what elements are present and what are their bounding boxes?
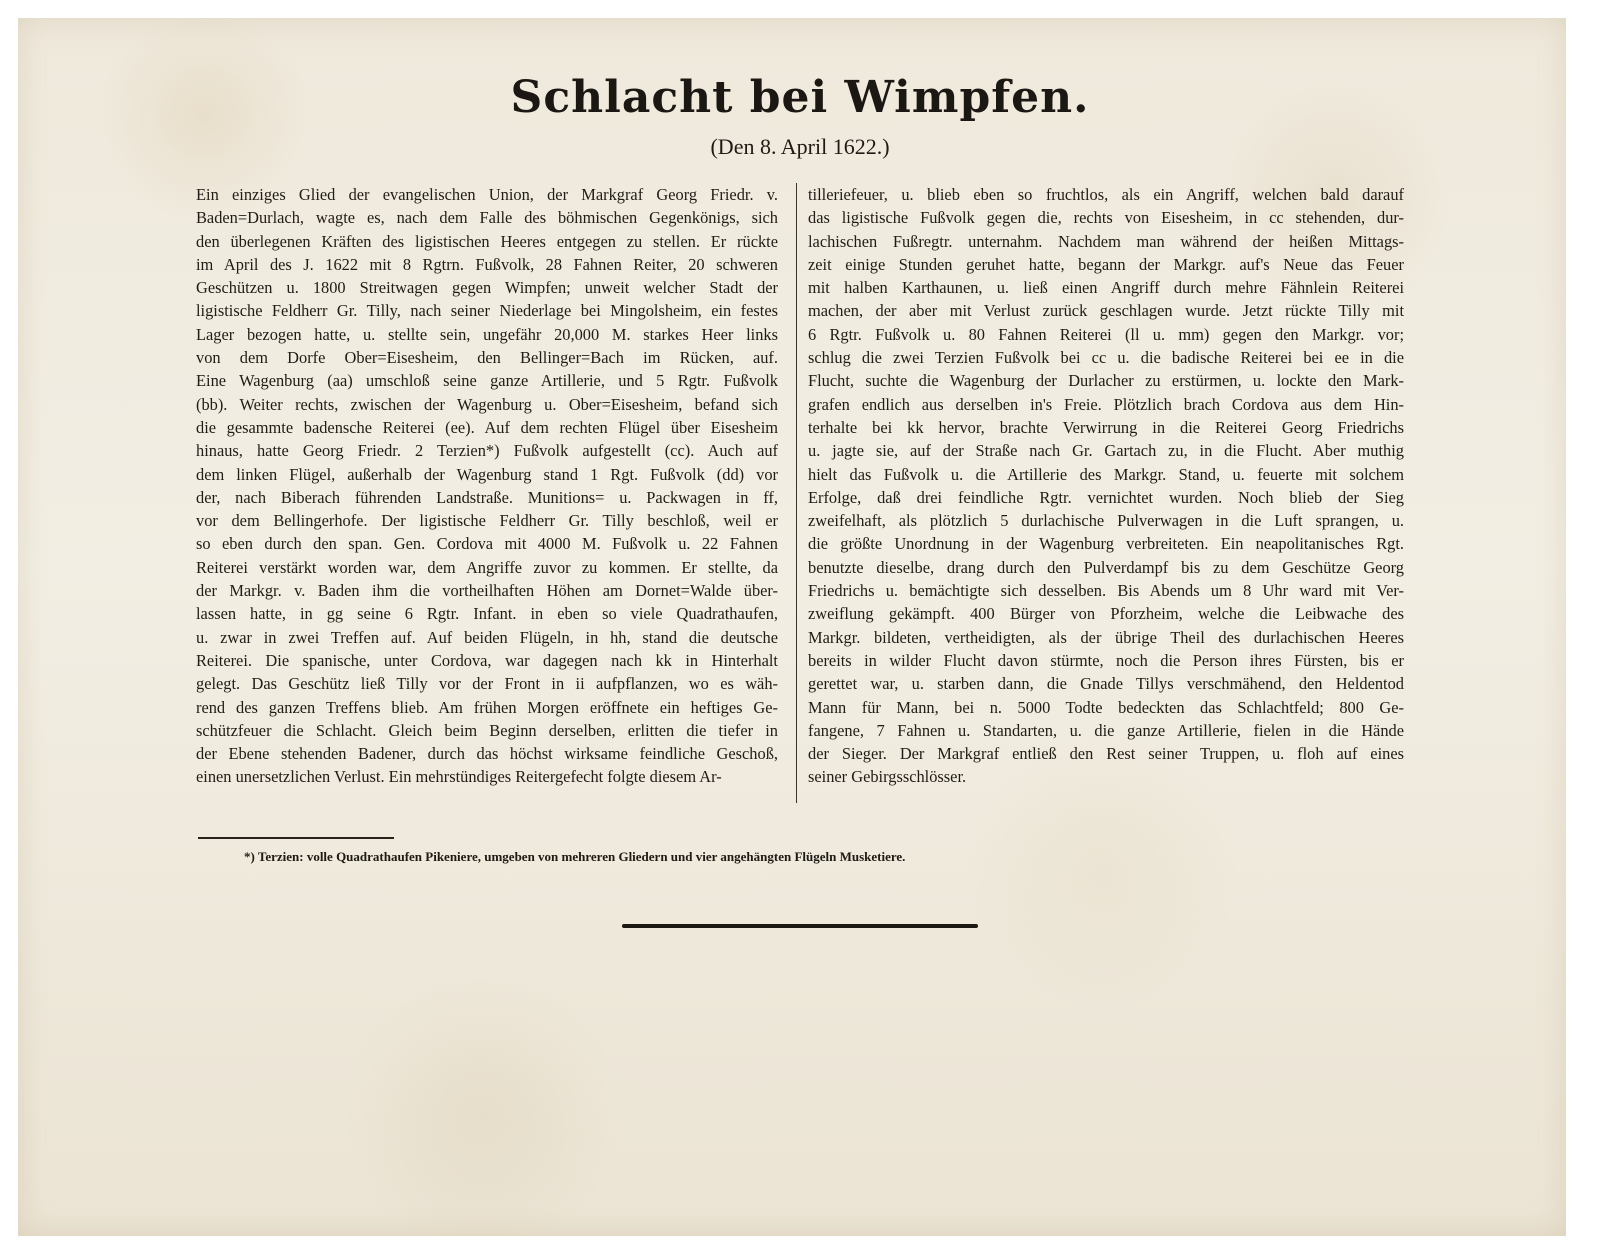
- text-line: bereits in wilder Flucht davon stürmte, noch die Person ihres Fürsten, bis er: [808, 650, 1404, 670]
- text-line: so eben durch den span. Gen. Cordova mit 4000 M. Fußvolk u. 22 Fahnen: [196, 534, 778, 554]
- column-divider: [796, 183, 797, 803]
- text-line: Friedrichs u. bemächtigte sich desselben. Bis Abends um 8 Uhr ward mit Ver-: [808, 581, 1404, 601]
- text-line: die gesammte badensche Reiterei (ee). Auf dem rechten Flügel über Eisesheim: [196, 417, 778, 437]
- text-line: tilleriefeuer, u. blieb eben so fruchtlos, als ein Angriff, welchen bald darauf: [808, 185, 1404, 204]
- text-line: rend des ganzen Treffens blieb. Am frühen Morgen eröffnete ein heftiges Ge-: [196, 697, 778, 717]
- text-line: Lager bezogen hatte, u. stellte sein, ungefähr 20,000 M. starkes Heer links: [196, 324, 778, 344]
- text-line: schützfeuer die Schlacht. Gleich beim Beginn derselben, erlitten die tiefer in: [196, 720, 778, 740]
- text-line: ligistische Feldherr Gr. Tilly, nach seiner Niederlage bei Mingolsheim, ein festes: [196, 301, 778, 321]
- text-line: Erfolge, daß drei feindliche Rgtr. vernichtet wurden. Noch blieb der Sieg: [808, 487, 1404, 507]
- text-line: zweifelhaft, als plötzlich 5 durlachische Pulverwagen in die Luft sprangen, u.: [808, 511, 1404, 531]
- text-line: terhalte bei kk hervor, brachte Verwirrung in die Reiterei Georg Friedrichs: [808, 417, 1404, 437]
- text-line: lachischen Fußregtr. unternahm. Nachdem man während der heißen Mittags-: [808, 231, 1404, 251]
- document-date: (Den 8. April 1622.): [710, 134, 890, 159]
- text-line: lassen hatte, in gg seine 6 Rgtr. Infant. in eben so viele Quadrathaufen,: [196, 604, 778, 624]
- text-line: fangene, 7 Fahnen u. Standarten, u. die ganze Artillerie, fielen in die Hände: [808, 720, 1404, 740]
- text-line: zeit einige Stunden geruhet hatte, begann der Markgr. auf's Neue das Feuer: [808, 254, 1404, 274]
- closing-rule: [622, 924, 978, 928]
- text-line: Flucht, suchte die Wagenburg der Durlacher zu erstürmen, u. lockte den Mark-: [808, 371, 1404, 391]
- text-line: u. zwar in zwei Treffen auf. Auf beiden Flügeln, in hh, stand die deutsche: [196, 627, 778, 647]
- text-line: Markgr. bildeten, vertheidigten, als der übrige Theil des durlachischen Heeres: [808, 627, 1404, 647]
- text-line: der Ebene stehenden Badener, durch das höchst wirksame feindliche Geschoß,: [196, 744, 778, 764]
- text-line: Reiterei verstärkt worden war, dem Angriffe zuvor zu kommen. Er stellte, da: [196, 557, 778, 577]
- text-line: hielt das Fußvolk u. die Artillerie des Markgr. Stand, u. feuerte mit solchem: [808, 464, 1404, 484]
- text-line: Eine Wagenburg (aa) umschloß seine ganze Artillerie, und 5 Rgtr. Fußvolk: [196, 371, 778, 391]
- text-line: der Markgr. v. Baden ihm die vortheilhaften Höhen am Dornet=Walde über-: [196, 581, 778, 601]
- text-line: Baden=Durlach, wagte es, nach dem Falle des böhmischen Gegenkönigs, sich: [196, 208, 778, 228]
- text-line: dem linken Flügel, außerhalb der Wagenburg stand 1 Rgt. Fußvolk (dd) vor: [196, 464, 778, 484]
- text-line: seiner Gebirgsschlösser.: [808, 767, 967, 787]
- text-line: die größte Unordnung in der Wagenburg verbreiteten. Ein neapolitanisches Rgt.: [808, 534, 1404, 554]
- text-line: gelegt. Das Geschütz ließ Tilly vor der Front in ii aufpflanzen, wo es wäh-: [196, 674, 778, 694]
- footnote-text: *) Terzien: volle Quadrathaufen Pikeniere, umgeben von mehreren Gliedern und vier angehängten Flügeln Musketiere.: [244, 849, 906, 864]
- right-text-column: [808, 183, 1404, 789]
- footnote-rule: [198, 837, 394, 839]
- text-line: zweiflung gekämpft. 400 Bürger von Pforzheim, welche die Leibwache des: [808, 604, 1404, 624]
- document-title: Schlacht bei Wimpfen.: [510, 72, 1090, 123]
- text-line: einen unersetzlichen Verlust. Ein mehrstündiges Reitergefecht folgte diesem Ar-: [196, 767, 722, 787]
- text-line: schlug die zwei Terzien Fußvolk bei cc u. die badische Reiterei bei ee in die: [808, 348, 1404, 368]
- text-line: machen, der aber mit Verlust zurück geschlagen wurde. Jetzt rückte Tilly mit: [808, 301, 1404, 321]
- text-line: (bb). Weiter rechts, zwischen der Wagenburg u. Ober=Eisesheim, befand sich: [196, 394, 778, 414]
- text-line: der, nach Biberach führenden Landstraße. Munitions= u. Packwagen in ff,: [196, 487, 778, 507]
- text-line: den überlegenen Kräften des ligistischen Heeres entgegen zu stellen. Er rückte: [196, 231, 778, 251]
- text-line: hinaus, hatte Georg Friedr. 2 Terzien*) Fußvolk aufgestellt (cc). Auch auf: [196, 441, 778, 461]
- text-line: im April des J. 1622 mit 8 Rgtrn. Fußvolk, 28 Fahnen Reiter, 20 schweren: [196, 254, 778, 274]
- text-line: Reiterei. Die spanische, unter Cordova, war dagegen nach kk in Hinterhalt: [196, 650, 778, 670]
- text-line: gerettet war, u. starben dann, die Gnade Tillys verschmähend, den Heldentod: [808, 674, 1404, 694]
- text-line: Ein einziges Glied der evangelischen Union, der Markgraf Georg Friedr. v.: [196, 185, 778, 204]
- text-line: von dem Dorfe Ober=Eisesheim, den Bellinger=Bach im Rücken, auf.: [196, 348, 778, 368]
- text-line: der Sieger. Der Markgraf entließ den Rest seiner Truppen, u. floh auf eines: [808, 744, 1404, 764]
- text-line: u. jagte sie, auf der Straße nach Gr. Gartach zu, in die Flucht. Aber muthig: [808, 441, 1404, 461]
- text-line: benutzte dieselbe, drang durch den Pulverdampf bis zu dem Geschütze Georg: [808, 557, 1404, 577]
- text-line: 6 Rgtr. Fußvolk u. 80 Fahnen Reiterei (ll u. mm) gegen den Markgr. vor;: [808, 324, 1404, 344]
- text-line: Mann für Mann, bei n. 5000 Todte bedeckten das Schlachtfeld; 800 Ge-: [808, 697, 1404, 717]
- text-line: grafen endlich aus derselben in's Freie. Plötzlich brach Cordova aus dem Hin-: [808, 394, 1404, 414]
- text-line: Geschützen u. 1800 Streitwagen gegen Wimpfen; unweit welcher Stadt der: [196, 278, 778, 298]
- text-line: mit halben Karthaunen, u. ließ einen Angriff durch mehre Fähnlein Reiterei: [808, 278, 1404, 298]
- text-line: das ligistische Fußvolk gegen die, rechts von Eisesheim, in cc stehenden, dur-: [808, 208, 1404, 228]
- text-line: vor dem Bellingerhofe. Der ligistische Feldherr Gr. Tilly beschloß, weil er: [196, 511, 778, 531]
- left-text-column: [196, 183, 778, 789]
